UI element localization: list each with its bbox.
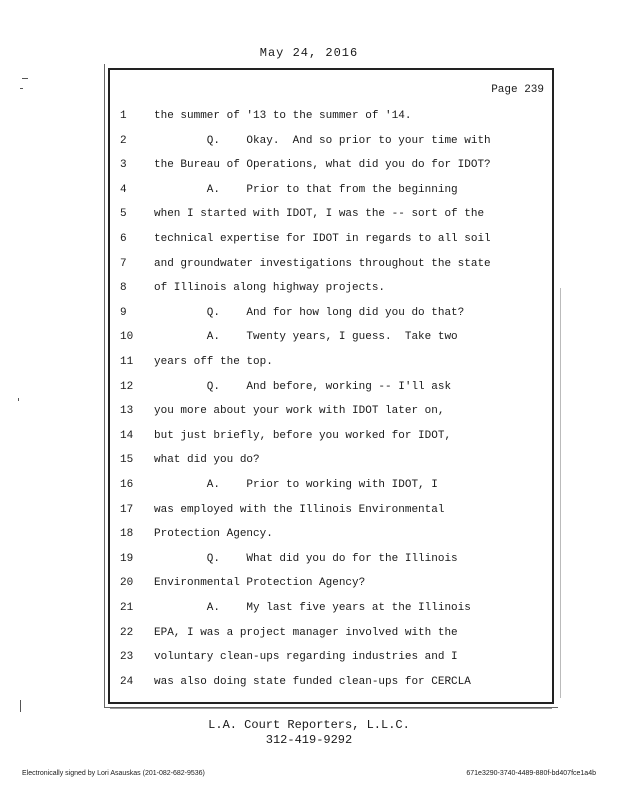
line-number: 24 <box>120 675 134 688</box>
deposition-date: May 24, 2016 <box>259 46 359 60</box>
transcript-line <box>110 301 552 325</box>
scan-mark <box>20 700 21 712</box>
electronic-signature: Electronically signed by Lori Asauskas (201-082-682-9536) <box>22 770 205 777</box>
line-text: and groundwater investigations throughout the state <box>154 257 491 270</box>
transcript-line <box>110 621 552 645</box>
transcript-line <box>110 276 552 300</box>
transcript-line <box>110 153 552 177</box>
line-number: 13 <box>120 405 134 418</box>
line-number: 20 <box>120 577 134 590</box>
line-text: A. Prior to that from the beginning <box>154 183 458 196</box>
line-text: Environmental Protection Agency? <box>154 577 366 590</box>
line-number: 6 <box>120 233 127 245</box>
transcript-line <box>110 498 552 522</box>
line-text: when I started with IDOT, I was the -- sort of the <box>154 208 485 221</box>
scan-mark <box>22 78 28 79</box>
line-text: but just briefly, before you worked for IDOT, <box>154 429 452 442</box>
line-text: Q. What did you do for the Illinois <box>154 552 458 565</box>
document-id: 671e3290-3740-4489-880f-bd407fce1a4b <box>466 770 596 777</box>
line-text: EPA, I was a project manager involved with the <box>154 626 458 639</box>
line-text: years off the top. <box>154 356 273 368</box>
transcript-line <box>110 350 552 374</box>
line-number: 18 <box>120 528 134 541</box>
transcript-line <box>110 522 552 546</box>
transcript-line <box>110 227 552 251</box>
scan-mark <box>110 708 552 709</box>
line-text: was employed with the Illinois Environmental <box>154 503 445 516</box>
line-number: 5 <box>120 208 127 221</box>
transcript-line <box>110 202 552 226</box>
line-number: 2 <box>120 134 127 147</box>
line-text: Q. And before, working -- I'll ask <box>154 380 452 393</box>
court-reporter-footer <box>0 718 618 748</box>
transcript-line <box>110 473 552 497</box>
transcript-line <box>110 104 552 128</box>
transcript-line <box>110 325 552 349</box>
transcript-line <box>110 670 552 694</box>
transcript-line <box>110 178 552 202</box>
transcript-line <box>110 399 552 423</box>
line-number: 22 <box>120 626 134 639</box>
transcript-line <box>110 129 552 153</box>
scan-mark <box>18 398 19 401</box>
scan-mark <box>560 288 561 698</box>
line-number: 4 <box>120 183 127 196</box>
line-number: 3 <box>120 159 127 172</box>
transcript-line <box>110 571 552 595</box>
line-number: 11 <box>120 356 134 368</box>
line-text: A. Prior to working with IDOT, I <box>154 479 438 491</box>
reporter-phone: 312-419-9292 <box>265 733 353 747</box>
line-text: you more about your work with IDOT later on, <box>154 405 445 418</box>
line-number: 21 <box>120 602 134 614</box>
line-number: 12 <box>120 380 134 393</box>
transcript-line <box>110 645 552 669</box>
line-number: 15 <box>120 454 134 467</box>
scan-mark <box>20 88 23 89</box>
line-number: 16 <box>120 479 134 491</box>
transcript-line <box>110 547 552 571</box>
line-number: 7 <box>120 257 127 270</box>
line-number: 1 <box>120 110 127 122</box>
transcript-page-frame <box>108 68 554 704</box>
line-number: 10 <box>120 331 134 344</box>
line-number: 8 <box>120 282 127 295</box>
transcript-line <box>110 596 552 620</box>
line-number: 9 <box>120 306 127 319</box>
line-number: 14 <box>120 429 134 442</box>
transcript-line <box>110 424 552 448</box>
line-text: voluntary clean-ups regarding industries and I <box>154 651 458 664</box>
reporter-name: L.A. Court Reporters, L.L.C. <box>208 718 410 732</box>
line-number: 17 <box>120 503 134 516</box>
line-text: A. Twenty years, I guess. Take two <box>154 331 458 344</box>
line-text: Q. And for how long did you do that? <box>154 306 465 319</box>
line-text: Q. Okay. And so prior to your time with <box>154 134 491 147</box>
line-number: 23 <box>120 651 134 664</box>
transcript-line <box>110 252 552 276</box>
transcript-line <box>110 375 552 399</box>
line-text: technical expertise for IDOT in regards to all soil <box>154 233 491 245</box>
line-text: what did you do? <box>154 454 260 467</box>
page-number: Page 239 <box>491 84 544 96</box>
line-text: Protection Agency. <box>154 528 273 541</box>
line-text: of Illinois along highway projects. <box>154 282 386 295</box>
line-text: the summer of '13 to the summer of '14. <box>154 110 412 122</box>
line-text: was also doing state funded clean-ups for CERCLA <box>154 675 471 688</box>
line-text: A. My last five years at the Illinois <box>154 602 471 614</box>
line-number: 19 <box>120 552 134 565</box>
line-text: the Bureau of Operations, what did you do for IDOT? <box>154 159 491 172</box>
transcript-line <box>110 448 552 472</box>
